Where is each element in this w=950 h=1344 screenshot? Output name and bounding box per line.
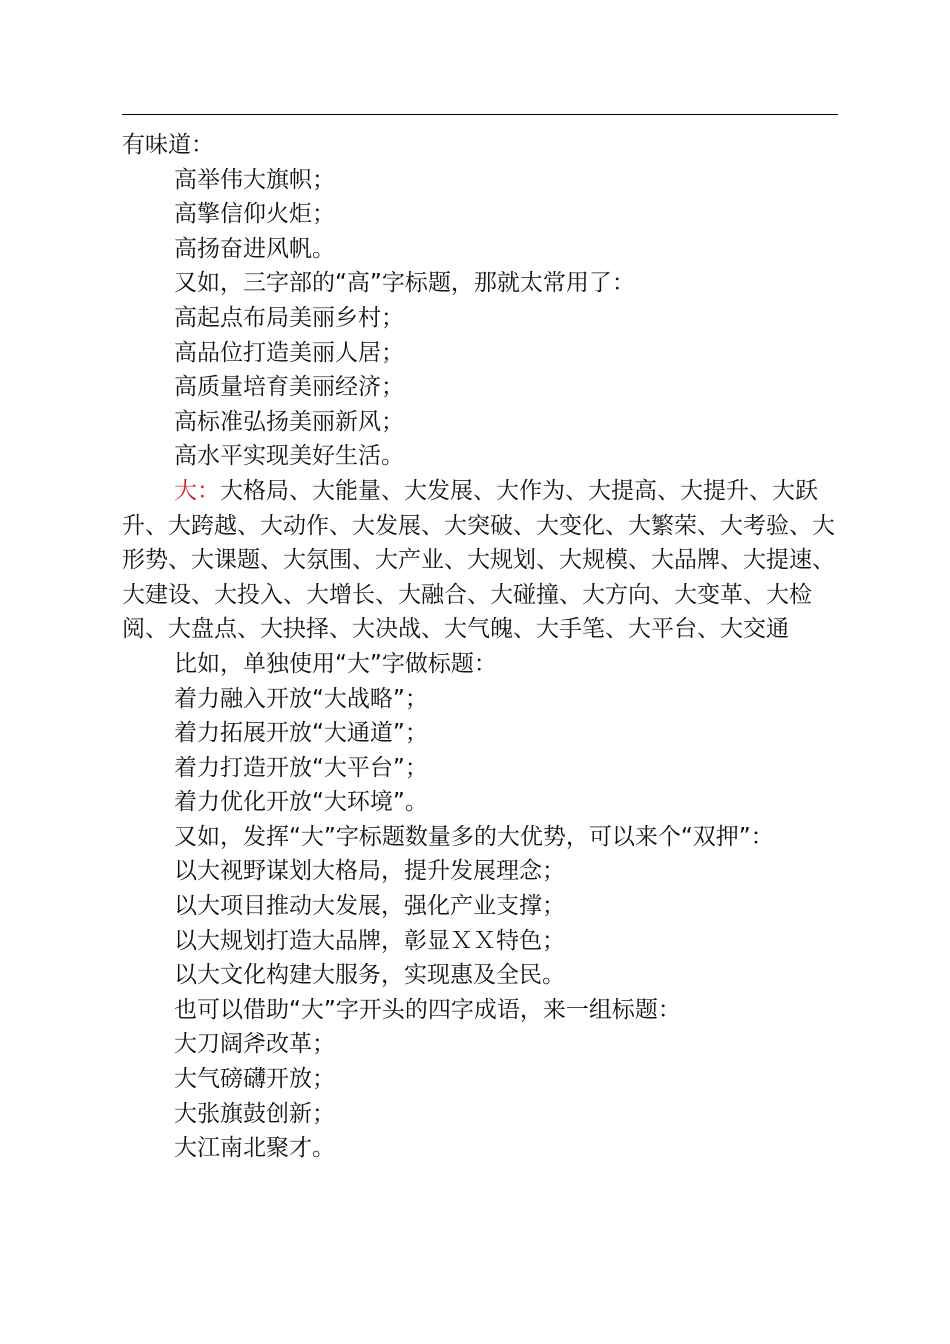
text-line: 大张旗鼓创新； bbox=[174, 1100, 335, 1127]
text-line: 也可以借助“大”字开头的四字成语，来一组标题： bbox=[174, 996, 681, 1023]
text-line: 高质量培育美丽经济； bbox=[174, 374, 404, 401]
da-word-list: 大格局、大能量、大发展、大作为、大提高、大提升、大跃升、大跨越、大动作、大发展、大突破、大变化、大繁荣、大考验、大形势、大课题、大氛围、大产业、大规划、大规模、大品牌、大提速、大建设、大投入、大增长、大融合、大碰撞、大方向、大变革、大检阅、大盘点、大抉择、大决战、大气魄、大手笔、大平台、大交通 bbox=[122, 477, 835, 643]
text-line: 又如，发挥“大”字标题数量多的大优势，可以来个“双押”： bbox=[174, 823, 774, 850]
text-line: 高品位打造美丽人居； bbox=[174, 339, 404, 366]
document-body bbox=[122, 128, 862, 1166]
text-line: 有味道： bbox=[122, 132, 214, 158]
text-line: 以大视野谋划大格局，提升发展理念； bbox=[174, 858, 565, 885]
da-word-list-paragraph bbox=[122, 474, 838, 647]
text-line: 高起点布局美丽乡村； bbox=[174, 304, 404, 331]
da-heading: 大： bbox=[174, 477, 220, 504]
text-line: 比如，单独使用“大”字做标题： bbox=[174, 650, 497, 677]
text-line: 着力拓展开放“大通道”； bbox=[174, 720, 428, 747]
text-line: 着力融入开放“大战略”； bbox=[174, 685, 428, 712]
text-line: 高举伟大旗帜； bbox=[174, 166, 335, 193]
text-line: 大江南北聚才。 bbox=[174, 1135, 335, 1162]
text-line: 又如，三字部的“高”字标题，那就太常用了： bbox=[174, 270, 635, 297]
header-rule bbox=[122, 114, 838, 115]
text-line: 高扬奋进风帆。 bbox=[174, 235, 335, 262]
text-line: 高擎信仰火炬； bbox=[174, 201, 335, 228]
text-line: 以大文化构建大服务，实现惠及全民。 bbox=[174, 962, 565, 989]
text-line: 大气磅礴开放； bbox=[174, 1066, 335, 1093]
text-line: 着力打造开放“大平台”； bbox=[174, 754, 428, 781]
text-line: 大刀阔斧改革； bbox=[174, 1031, 335, 1058]
text-line: 着力优化开放“大环境”。 bbox=[174, 789, 428, 816]
text-line: 以大项目推动大发展，强化产业支撑； bbox=[174, 893, 565, 920]
text-line: 高标准弘扬美丽新风； bbox=[174, 408, 404, 435]
text-line: 以大规划打造大品牌，彰显ＸＸ特色； bbox=[174, 927, 565, 954]
text-line: 高水平实现美好生活。 bbox=[174, 443, 404, 470]
